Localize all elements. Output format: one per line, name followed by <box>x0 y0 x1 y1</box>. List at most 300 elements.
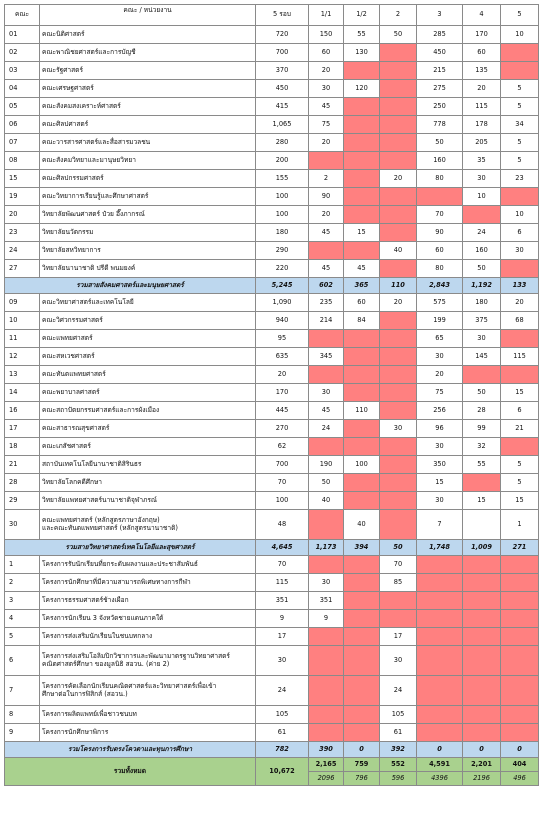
header-round-1-1: 1/1 <box>309 5 344 26</box>
data-row <box>5 170 539 188</box>
data-row <box>5 348 539 366</box>
row-value: 5 <box>501 456 539 474</box>
row-value: 20 <box>501 294 539 312</box>
row-value <box>309 438 344 456</box>
row-value: 30 <box>256 646 309 676</box>
row-value <box>344 592 380 610</box>
row-value: 170 <box>256 384 309 402</box>
row-value: 45 <box>309 402 344 420</box>
row-value: 940 <box>256 312 309 330</box>
row-value: 1,065 <box>256 116 309 134</box>
header-unit-label: คณะ / หน่วยงาน <box>123 6 172 14</box>
row-value <box>380 456 417 474</box>
row-code: 2 <box>5 574 40 592</box>
subtotal-row <box>5 540 539 556</box>
row-code: 11 <box>5 330 40 348</box>
row-value: 15 <box>501 384 539 402</box>
row-name-line1: โครงการนักศึกษาที่มีความสามารถพิเศษทางการกีฬา <box>42 577 191 586</box>
row-name <box>40 456 256 474</box>
row-name-line1: โครงการส่งเสริมนักเรียนในชนบทกลาง <box>42 631 153 640</box>
data-row <box>5 556 539 574</box>
header-round-total: 5 รอบ <box>256 5 309 26</box>
header-round-3: 3 <box>417 5 463 26</box>
row-value <box>463 206 501 224</box>
row-value <box>344 384 380 402</box>
row-value: 55 <box>463 456 501 474</box>
row-value <box>463 724 501 742</box>
row-value: 160 <box>417 152 463 170</box>
row-value: 350 <box>417 456 463 474</box>
row-value: 50 <box>463 260 501 278</box>
row-value: 80 <box>417 260 463 278</box>
subtotal-value: 1,748 <box>417 540 463 556</box>
subtotal-label: รวมสายวิทยาศาสตร์เทคโนโลยีและสุขศาสตร์ <box>5 540 256 556</box>
row-value <box>501 44 539 62</box>
row-value: 90 <box>309 188 344 206</box>
row-name <box>40 646 256 676</box>
row-code: 03 <box>5 62 40 80</box>
row-name-line1: วิทยาลัยแพทยศาสตร์นานาชาติจุฬาภรณ์ <box>42 495 158 504</box>
row-value <box>417 724 463 742</box>
row-value: 9 <box>256 610 309 628</box>
subtotal-value: 392 <box>380 742 417 758</box>
subtotal-value: 0 <box>417 742 463 758</box>
data-row <box>5 312 539 330</box>
row-name <box>40 706 256 724</box>
row-value <box>417 610 463 628</box>
row-value: 375 <box>463 312 501 330</box>
row-value <box>501 610 539 628</box>
row-value <box>380 492 417 510</box>
row-value: 700 <box>256 44 309 62</box>
row-name-line1: คณะศิลปศาสตร์ <box>42 119 89 128</box>
row-value <box>380 62 417 80</box>
row-value <box>380 366 417 384</box>
data-row <box>5 628 539 646</box>
row-name <box>40 330 256 348</box>
grand-total-value: 4,591 <box>417 758 463 772</box>
data-row <box>5 492 539 510</box>
row-name <box>40 224 256 242</box>
row-name <box>40 294 256 312</box>
row-value <box>309 366 344 384</box>
row-name-line1: วิทยาลัยสหวิทยาการ <box>42 245 101 254</box>
row-value <box>344 646 380 676</box>
row-code: 06 <box>5 116 40 134</box>
row-value: 30 <box>309 384 344 402</box>
row-value <box>380 80 417 98</box>
row-code: 23 <box>5 224 40 242</box>
subtotal-label: รวมโครงการรับตรงโควตาและทุนการศึกษา <box>5 742 256 758</box>
row-name <box>40 474 256 492</box>
row-code: 08 <box>5 152 40 170</box>
subtotal-value: 271 <box>501 540 539 556</box>
row-name <box>40 366 256 384</box>
row-value: 23 <box>501 170 539 188</box>
row-code: 28 <box>5 474 40 492</box>
row-value: 5 <box>501 134 539 152</box>
row-value <box>309 510 344 540</box>
row-name-line1: วิทยาลัยโลกคดีศึกษา <box>42 477 103 486</box>
grand-total-row <box>5 758 539 772</box>
row-value: 220 <box>256 260 309 278</box>
row-code: 27 <box>5 260 40 278</box>
row-name <box>40 676 256 706</box>
row-value <box>380 260 417 278</box>
subtotal-value: 602 <box>309 278 344 294</box>
subtotal-row <box>5 278 539 294</box>
row-value: 105 <box>256 706 309 724</box>
row-value: 75 <box>417 384 463 402</box>
subtotal-value: 0 <box>463 742 501 758</box>
row-name <box>40 44 256 62</box>
header-round-1-2: 1/2 <box>344 5 380 26</box>
row-value <box>463 510 501 540</box>
row-value: 28 <box>463 402 501 420</box>
row-value: 50 <box>309 474 344 492</box>
row-value: 20 <box>417 366 463 384</box>
row-name-line2: คณิตศาสตร์ศึกษา ของมูลนิธิ สอวน. (ค่าย 2) <box>42 659 170 668</box>
row-value <box>501 592 539 610</box>
row-value <box>344 116 380 134</box>
row-value: 115 <box>256 574 309 592</box>
row-value: 30 <box>380 646 417 676</box>
data-row <box>5 224 539 242</box>
row-code: 04 <box>5 80 40 98</box>
row-value <box>344 474 380 492</box>
row-value: 5 <box>501 474 539 492</box>
row-value: 30 <box>380 420 417 438</box>
row-name <box>40 80 256 98</box>
row-value: 80 <box>417 170 463 188</box>
row-name-line1: โครงการนักเรียน 3 จังหวัดชายแดนภาคใต้ <box>42 613 164 622</box>
row-value <box>309 706 344 724</box>
row-value <box>380 474 417 492</box>
row-value <box>501 724 539 742</box>
row-value: 215 <box>417 62 463 80</box>
row-value: 35 <box>463 152 501 170</box>
row-code: 29 <box>5 492 40 510</box>
grand-total-label: รวมทั้งหมด <box>5 758 256 786</box>
row-name-line1: โครงการธรรมศาสตร์ช้างเผือก <box>42 595 129 604</box>
data-row <box>5 438 539 456</box>
row-name-line1: คณะแพทยศาสตร์ (หลักสูตรภาษาอังกฤษ) <box>42 516 160 525</box>
row-name <box>40 170 256 188</box>
row-value <box>344 676 380 706</box>
row-value <box>344 610 380 628</box>
row-code: 14 <box>5 384 40 402</box>
row-name-line1: คณะวิทยาการเรียนรู้และศึกษาศาสตร์ <box>42 191 149 200</box>
row-value: 200 <box>256 152 309 170</box>
row-value <box>501 188 539 206</box>
header-unit <box>40 5 256 26</box>
row-value: 9 <box>309 610 344 628</box>
row-value <box>344 628 380 646</box>
row-value <box>309 628 344 646</box>
row-value: 30 <box>417 348 463 366</box>
row-name-line1: คณะสาธารณสุขศาสตร์ <box>42 423 110 432</box>
row-value <box>501 646 539 676</box>
row-value: 30 <box>417 438 463 456</box>
row-value <box>309 724 344 742</box>
subtotal-value: 0 <box>501 742 539 758</box>
row-value: 155 <box>256 170 309 188</box>
row-value <box>380 312 417 330</box>
subtotal-row <box>5 742 539 758</box>
row-value: 115 <box>501 348 539 366</box>
row-value <box>417 592 463 610</box>
row-value <box>380 402 417 420</box>
row-value: 345 <box>309 348 344 366</box>
row-value <box>463 610 501 628</box>
row-value <box>463 592 501 610</box>
row-value: 205 <box>463 134 501 152</box>
row-value: 285 <box>417 26 463 44</box>
row-value <box>463 628 501 646</box>
row-value <box>417 676 463 706</box>
row-name <box>40 402 256 420</box>
subtotal-value: 110 <box>380 278 417 294</box>
row-value: 30 <box>417 492 463 510</box>
row-name-line1: สถาบันเทคโนโลยีนานาชาติสิรินธร <box>42 459 142 468</box>
row-value: 90 <box>417 224 463 242</box>
row-code: 16 <box>5 402 40 420</box>
row-value <box>380 134 417 152</box>
row-value: 34 <box>501 116 539 134</box>
subtotal-value: 782 <box>256 742 309 758</box>
row-value: 68 <box>501 312 539 330</box>
row-value: 24 <box>463 224 501 242</box>
data-row <box>5 116 539 134</box>
row-name-line1: คณะนิติศาสตร์ <box>42 29 85 38</box>
row-name-line1: คณะสถาปัตยกรรมศาสตร์และการผังเมือง <box>42 405 160 414</box>
grand-total-value: 2,201 <box>463 758 501 772</box>
row-value: 256 <box>417 402 463 420</box>
grand-total-sub-value: 2196 <box>463 772 501 786</box>
row-value <box>344 134 380 152</box>
row-name-line1: คณะสหเวชศาสตร์ <box>42 351 95 360</box>
row-code: 8 <box>5 706 40 724</box>
row-value <box>501 556 539 574</box>
row-value: 30 <box>463 170 501 188</box>
row-value: 24 <box>380 676 417 706</box>
data-row <box>5 62 539 80</box>
row-value: 100 <box>344 456 380 474</box>
row-value: 700 <box>256 456 309 474</box>
grand-total-sub-value: 796 <box>344 772 380 786</box>
row-name-line1: คณะเศรษฐศาสตร์ <box>42 83 94 92</box>
row-value <box>380 330 417 348</box>
row-name-line1: คณะแพทยศาสตร์ <box>42 333 93 342</box>
row-value: 40 <box>344 510 380 540</box>
row-name-line1: โครงการผลิตแพทย์เพื่อชาวชนบท <box>42 709 137 718</box>
data-row <box>5 724 539 742</box>
row-code: 01 <box>5 26 40 44</box>
row-name <box>40 610 256 628</box>
row-name <box>40 116 256 134</box>
row-value: 70 <box>417 206 463 224</box>
row-value: 10 <box>501 206 539 224</box>
header-faculty: คณะ <box>5 5 40 26</box>
row-value: 20 <box>309 62 344 80</box>
row-name-line1: โครงการคัดเลือกนักเรียนคณิตศาสตร์และวิทยาศาสตร์เพื่อเข้า <box>42 682 217 691</box>
data-row <box>5 384 539 402</box>
row-value <box>344 706 380 724</box>
row-code: 05 <box>5 98 40 116</box>
row-name <box>40 492 256 510</box>
row-value: 178 <box>463 116 501 134</box>
row-value: 100 <box>256 188 309 206</box>
header-round-4: 4 <box>463 5 501 26</box>
subtotal-value: 133 <box>501 278 539 294</box>
data-row <box>5 188 539 206</box>
grand-total-value: 404 <box>501 758 539 772</box>
row-value <box>463 474 501 492</box>
row-value <box>380 98 417 116</box>
row-name-line1: คณะพยาบาลศาสตร์ <box>42 387 100 396</box>
subtotal-value: 390 <box>309 742 344 758</box>
row-value: 61 <box>380 724 417 742</box>
data-row <box>5 366 539 384</box>
row-value: 84 <box>344 312 380 330</box>
row-value: 15 <box>417 474 463 492</box>
grand-total-sub-value: 496 <box>501 772 539 786</box>
row-name <box>40 348 256 366</box>
row-name <box>40 574 256 592</box>
quota-table <box>4 4 539 786</box>
row-code: 9 <box>5 724 40 742</box>
row-value <box>344 556 380 574</box>
row-code: 19 <box>5 188 40 206</box>
data-row <box>5 152 539 170</box>
row-value <box>463 646 501 676</box>
row-value: 48 <box>256 510 309 540</box>
row-value: 24 <box>256 676 309 706</box>
row-value: 30 <box>463 330 501 348</box>
row-value: 270 <box>256 420 309 438</box>
row-value: 32 <box>463 438 501 456</box>
data-row <box>5 646 539 676</box>
row-value: 575 <box>417 294 463 312</box>
row-value: 5 <box>501 98 539 116</box>
row-code: 6 <box>5 646 40 676</box>
row-value: 40 <box>309 492 344 510</box>
data-row <box>5 510 539 540</box>
row-code: 02 <box>5 44 40 62</box>
row-value: 61 <box>256 724 309 742</box>
row-value: 145 <box>463 348 501 366</box>
row-value: 75 <box>309 116 344 134</box>
row-value: 6 <box>501 224 539 242</box>
row-value: 55 <box>344 26 380 44</box>
row-value: 10 <box>501 26 539 44</box>
row-code: 18 <box>5 438 40 456</box>
header-round-5: 5 <box>501 5 539 26</box>
row-value: 17 <box>256 628 309 646</box>
row-value: 30 <box>309 80 344 98</box>
row-value: 351 <box>309 592 344 610</box>
row-value <box>501 628 539 646</box>
quota-table-body <box>5 5 539 786</box>
row-value: 20 <box>256 366 309 384</box>
row-code: 15 <box>5 170 40 188</box>
row-name <box>40 510 256 540</box>
row-value: 110 <box>344 402 380 420</box>
row-value: 20 <box>380 294 417 312</box>
row-value: 30 <box>309 574 344 592</box>
row-value <box>380 188 417 206</box>
row-value <box>309 556 344 574</box>
row-value <box>501 62 539 80</box>
row-value: 180 <box>463 294 501 312</box>
row-name-line1: คณะวิศวกรรมศาสตร์ <box>42 315 103 324</box>
row-value: 635 <box>256 348 309 366</box>
row-value <box>380 152 417 170</box>
row-code: 30 <box>5 510 40 540</box>
row-name <box>40 206 256 224</box>
row-value <box>344 242 380 260</box>
row-value: 275 <box>417 80 463 98</box>
grand-total-sub-value: 4396 <box>417 772 463 786</box>
header-round-2: 2 <box>380 5 417 26</box>
row-value <box>344 438 380 456</box>
subtotal-value: 365 <box>344 278 380 294</box>
row-name-line1: โครงการนักศึกษาพิการ <box>42 727 109 736</box>
row-code: 13 <box>5 366 40 384</box>
row-value: 2 <box>309 170 344 188</box>
row-value <box>309 330 344 348</box>
row-value: 99 <box>463 420 501 438</box>
row-value <box>344 330 380 348</box>
row-value <box>501 438 539 456</box>
data-row <box>5 402 539 420</box>
row-name <box>40 556 256 574</box>
row-value: 65 <box>417 330 463 348</box>
data-row <box>5 456 539 474</box>
row-value <box>380 592 417 610</box>
row-name <box>40 592 256 610</box>
row-value <box>344 724 380 742</box>
row-value: 20 <box>463 80 501 98</box>
row-value: 24 <box>309 420 344 438</box>
row-name <box>40 26 256 44</box>
row-value <box>344 188 380 206</box>
row-value: 235 <box>309 294 344 312</box>
row-value: 199 <box>417 312 463 330</box>
row-value: 130 <box>344 44 380 62</box>
row-name <box>40 134 256 152</box>
row-name <box>40 628 256 646</box>
row-name-line1: วิทยาลัยพัฒนศาสตร์ ป๋วย อึ๊งภากรณ์ <box>42 209 145 218</box>
row-value: 720 <box>256 26 309 44</box>
row-value: 21 <box>501 420 539 438</box>
row-value <box>344 348 380 366</box>
data-row <box>5 574 539 592</box>
row-name <box>40 62 256 80</box>
row-value: 7 <box>417 510 463 540</box>
row-name <box>40 188 256 206</box>
row-value: 450 <box>417 44 463 62</box>
row-value <box>380 224 417 242</box>
subtotal-value: 1,173 <box>309 540 344 556</box>
row-value: 170 <box>463 26 501 44</box>
row-name-line1: คณะพาณิชยศาสตร์และการบัญชี <box>42 47 136 56</box>
row-value: 45 <box>309 224 344 242</box>
data-row <box>5 592 539 610</box>
row-value <box>380 510 417 540</box>
row-value: 100 <box>256 492 309 510</box>
grand-total-value: 759 <box>344 758 380 772</box>
